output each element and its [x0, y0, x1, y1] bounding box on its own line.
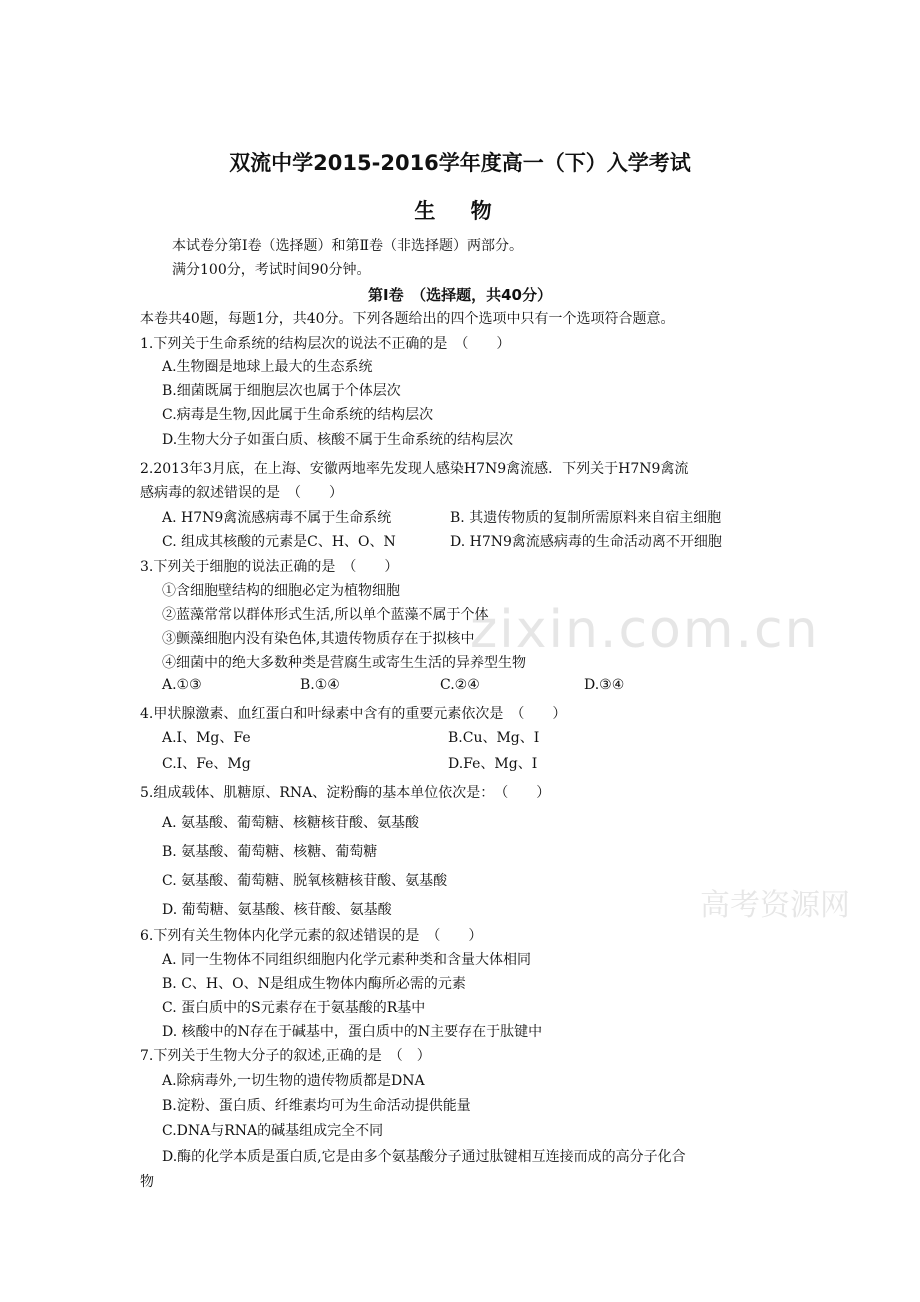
q6-option-d: D. 核酸中的N存在于碱基中，蛋白质中的N主要存在于肽键中 — [162, 1024, 543, 1040]
question-2-stem-line-1: 2.2013年3月底，在上海、安徽两地率先发现人感染H7N9禽流感．下列关于H7N9禽流 — [140, 461, 689, 477]
q1-option-a: A.生物圈是地球上最大的生态系统 — [162, 359, 373, 375]
q5-option-a: A. 氨基酸、葡萄糖、核糖核苷酸、氨基酸 — [162, 815, 420, 831]
q3-option-d: D.③④ — [584, 677, 625, 693]
q3-option-a: A.①③ — [162, 677, 202, 693]
q5-option-d: D. 葡萄糖、氨基酸、核苷酸、氨基酸 — [162, 902, 392, 918]
q2-option-d: D. H7N9禽流感病毒的生命活动离不开细胞 — [450, 534, 722, 550]
q7-option-a: A.除病毒外,一切生物的遗传物质都是DNA — [162, 1073, 425, 1089]
q2-option-c: C. 组成其核酸的元素是C、H、O、N — [162, 534, 396, 550]
question-4-stem: 4.甲状腺激素、血红蛋白和叶绿素中含有的重要元素依次是 （ ） — [140, 706, 567, 722]
q5-option-c: C. 氨基酸、葡萄糖、脱氧核糖核苷酸、氨基酸 — [162, 873, 448, 889]
q1-option-d: D.生物大分子如蛋白质、核酸不属于生命系统的结构层次 — [162, 432, 514, 448]
q7-option-c: C.DNA与RNA的碱基组成完全不同 — [162, 1123, 384, 1139]
q6-option-b: B. C、H、O、N是组成生物体内酶所必需的元素 — [162, 976, 466, 992]
q3-option-c: C.②④ — [440, 677, 480, 693]
q4-option-d: D.Fe、Mg、I — [448, 756, 538, 772]
q7-option-b: B.淀粉、蛋白质、纤维素均可为生命活动提供能量 — [162, 1098, 471, 1114]
question-2-stem-line-2: 感病毒的叙述错误的是 （ ） — [140, 485, 343, 501]
question-1-stem: 1.下列关于生命系统的结构层次的说法不正确的是 （ ） — [140, 336, 511, 352]
q7-option-d-continuation: 物 — [140, 1174, 154, 1190]
q6-option-a: A. 同一生物体不同组织细胞内化学元素种类和含量大体相同 — [162, 952, 532, 968]
question-7-stem: 7.下列关于生物大分子的叙述,正确的是 （ ） — [140, 1048, 431, 1064]
q2-option-b: B. 其遗传物质的复制所需原料来自宿主细胞 — [450, 510, 722, 526]
q1-option-b: B.细菌既属于细胞层次也属于个体层次 — [162, 383, 401, 399]
subject-title: 生 物 — [414, 199, 506, 223]
section-heading: 第Ⅰ卷 （选择题，共40分） — [368, 286, 552, 304]
q4-option-b: B.Cu、Mg、I — [448, 730, 540, 746]
intro-line-1: 本试卷分第Ⅰ卷（选择题）和第Ⅱ卷（非选择题）两部分。 — [172, 238, 524, 254]
q4-option-c: C.I、Fe、Mg — [162, 756, 251, 772]
q1-option-c: C.病毒是生物,因此属于生命系统的结构层次 — [162, 407, 434, 423]
q3-statement-3: ③颤藻细胞内没有染色体,其遗传物质存在于拟核中 — [162, 631, 475, 647]
question-5-stem: 5.组成载体、肌糖原、RNA、淀粉酶的基本单位依次是： （ ） — [140, 785, 551, 801]
question-6-stem: 6.下列有关生物体内化学元素的叙述错误的是 （ ） — [140, 928, 483, 944]
exam-title: 双流中学2015-2016学年度高一（下）入学考试 — [229, 151, 691, 175]
question-3-stem: 3.下列关于细胞的说法正确的是 （ ） — [140, 559, 399, 575]
q6-option-c: C. 蛋白质中的S元素存在于氨基酸的R基中 — [162, 1000, 426, 1016]
site-watermark: zixin.com.cn — [470, 600, 820, 660]
intro-line-2: 满分100分，考试时间90分钟。 — [172, 262, 371, 278]
q3-statement-2: ②蓝藻常常以群体形式生活,所以单个蓝藻不属于个体 — [162, 607, 489, 623]
q3-statement-1: ①含细胞壁结构的细胞必定为植物细胞 — [162, 583, 400, 599]
q3-statement-4: ④细菌中的绝大多数种类是营腐生或寄生生活的异养型生物 — [162, 655, 526, 671]
q4-option-a: A.I、Mg、Fe — [162, 730, 251, 746]
q5-option-b: B. 氨基酸、葡萄糖、核糖、葡萄糖 — [162, 844, 378, 860]
brand-watermark: 高考资源网 — [700, 888, 850, 923]
q7-option-d: D.酶的化学本质是蛋白质,它是由多个氨基酸分子通过肽键相互连接而成的高分子化合 — [162, 1149, 686, 1165]
q2-option-a: A. H7N9禽流感病毒不属于生命系统 — [162, 510, 392, 526]
section-instructions: 本卷共40题，每题1分，共40分。下列各题给出的四个选项中只有一个选项符合题意。 — [140, 311, 675, 327]
q3-option-b: B.①④ — [300, 677, 340, 693]
